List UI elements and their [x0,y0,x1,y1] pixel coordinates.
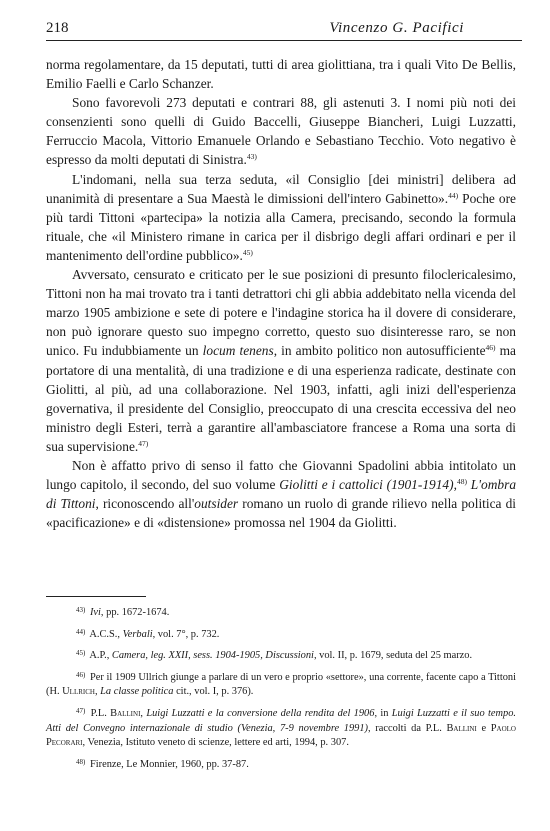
text-run: , in [374,707,392,719]
italic-text: Camera, leg. XXII, sess. 1904-1905, Discussioni [111,650,314,662]
paragraph [46,170,516,265]
text-run: L'indomani, nella sua terza seduta, «il Consiglio [dei ministri] delibera ad unanimità di presentare a Sua Maestà le dimissioni dell'intero Gabinetto». [46,171,516,206]
footnote-rule [46,596,146,597]
italic-text: Verbali [122,628,153,640]
paragraph [46,456,516,532]
footnote [46,671,516,700]
small-caps-name: Ballini [446,722,477,734]
text-run: , [453,477,457,493]
text-run: , vol. 7°, p. 732. [152,628,220,640]
page-header [46,18,522,41]
footnote-ref: 47) [138,438,149,448]
running-head: Vincenzo G. Pacifici [329,20,464,36]
italic-text: locum tenens [202,343,274,359]
paragraph [46,55,516,93]
text-run: , pp. 1672-1674. [100,607,170,618]
text-run: e [476,722,491,734]
text-run: Per il 1909 Ullrich giunge a parlare di un vero e proprio «settore», una corrente, facente capo a Tittoni (H. [46,671,516,698]
text-run: , Venezia, Istituto veneto di scienze, lettere ed arti, 1994, p. 307. [82,737,349,749]
text-run: , in ambito politico non autosufficiente [273,343,486,359]
footnote-number: 45) [76,649,86,658]
text-run: norma regolamentare, da 15 deputati, tutti di area giolittiana, tra i quali Vito De Bellis, Emilio Faelli e Carlo Schanzer. [46,57,516,92]
text-run: Firenze, Le Monnier, 1960, pp. 37-87. [89,758,249,770]
italic-text: Luigi Luzzatti e il suo tempo. Atti del Convegno internazionale di studio (Venezia, 7-9 novembre 1991) [46,707,516,734]
small-caps-name: Ullrich [62,686,95,698]
text-run: Non è affatto privo di senso il fatto che Giovanni Spadolini abbia intitolato un lungo capitolo, il secondo, del suo volume [46,457,516,493]
text-run: P.L. [90,707,111,719]
text-run: ma portatore di una mentalità, di una tradizione e di una esperienza radicate, destinate con Giolitti, al più, ad una collaborazione. Nel 1903, infatti, agli inizi dell'esperienza governativa, il presidente del Consiglio, preoccupato di una crescita eccessiva del neo ministro degli Esteri, terrà a garantire all'ambasciatore francese a Roma una sorta di sua supervisione. [46,343,516,454]
footnote-ref: 43) [246,152,257,162]
italic-text: La classe politica [100,686,174,698]
italic-text: Giolitti e i cattolici (1901-1914) [279,477,454,493]
italic-text: L'ombra di Tittoni [46,477,517,512]
text-run: , vol. II, p. 1679, seduta del 25 marzo. [313,650,473,662]
footnote [46,758,516,773]
footnote-ref: 45) [242,247,253,257]
footnote-ref: 48) [456,477,467,487]
footnote-number: 43) [76,606,86,614]
paragraph [46,93,516,169]
text-run: , [94,686,101,698]
footnote [46,628,516,643]
footnote-number: 47) [76,706,86,715]
footnote [46,606,516,621]
text-run: , riconoscendo all' [95,496,195,512]
small-caps-name: Paolo Pecorari [46,722,516,749]
text-run: Avversato, censurato e criticato per le sue posizioni di presunto filoclericalesimo, Tittoni non ha mai trovato tra i tanti detrattori chi gli abbia addebitato nella vicenda del marzo 1905 ambizione e sete di potere e l'indagine storica ha il dovere di considerare, non può ignorare questo suo impegno corretto, questo suo disinteresse raro, se non unico. Fu indubbiamente un [46,267,516,359]
text-run: A.C.S., [89,628,123,640]
body-text [46,55,516,532]
text-run: , [140,707,147,719]
italic-text: Ivi [89,607,101,618]
footnote [46,707,516,751]
text-run: A.P., [89,650,112,662]
footnote-number: 46) [76,670,86,679]
footnote [46,649,516,664]
italic-text: outsider [194,496,239,512]
text-run: Poche ore più tardi Tittoni «partecipa» la notizia alla Camera, precisando, secondo la formula rituale, che «il Ministero rimane in carica per il disbrigo degli affari ordinari e per il mantenimento dell'ordine pubblico». [46,190,516,263]
footnotes [46,606,516,779]
text-run: , raccolti da P.L. [368,722,447,734]
text-run: cit., vol. I, p. 376). [173,686,254,698]
footnote-ref: 44) [448,190,459,200]
text-run: romano un ruolo di grande rilievo nella politica di «pacificazione» e di «distensione» promossa nel 1904 da Giolitti. [46,496,517,531]
page-number: 218 [46,20,69,36]
italic-text: Luigi Luzzatti e la conversione della rendita del 1906 [146,707,375,719]
footnote-number: 48) [76,757,86,766]
small-caps-name: Ballini [110,707,141,719]
text-run: Sono favorevoli 273 deputati e contrari 88, gli astenuti 3. I nomi più noti dei consenzienti sono quelli di Guido Baccelli, Giuseppe Biancheri, Luigi Luzzatti, Ferruccio Macola, Vittorio Emanuele Orlando e Sebastiano Tecchio. Voto negativo è espresso da molti deputati di Sinistra. [46,95,516,168]
paragraph [46,265,516,456]
footnote-ref: 46) [485,343,496,353]
footnote-number: 44) [76,627,86,636]
